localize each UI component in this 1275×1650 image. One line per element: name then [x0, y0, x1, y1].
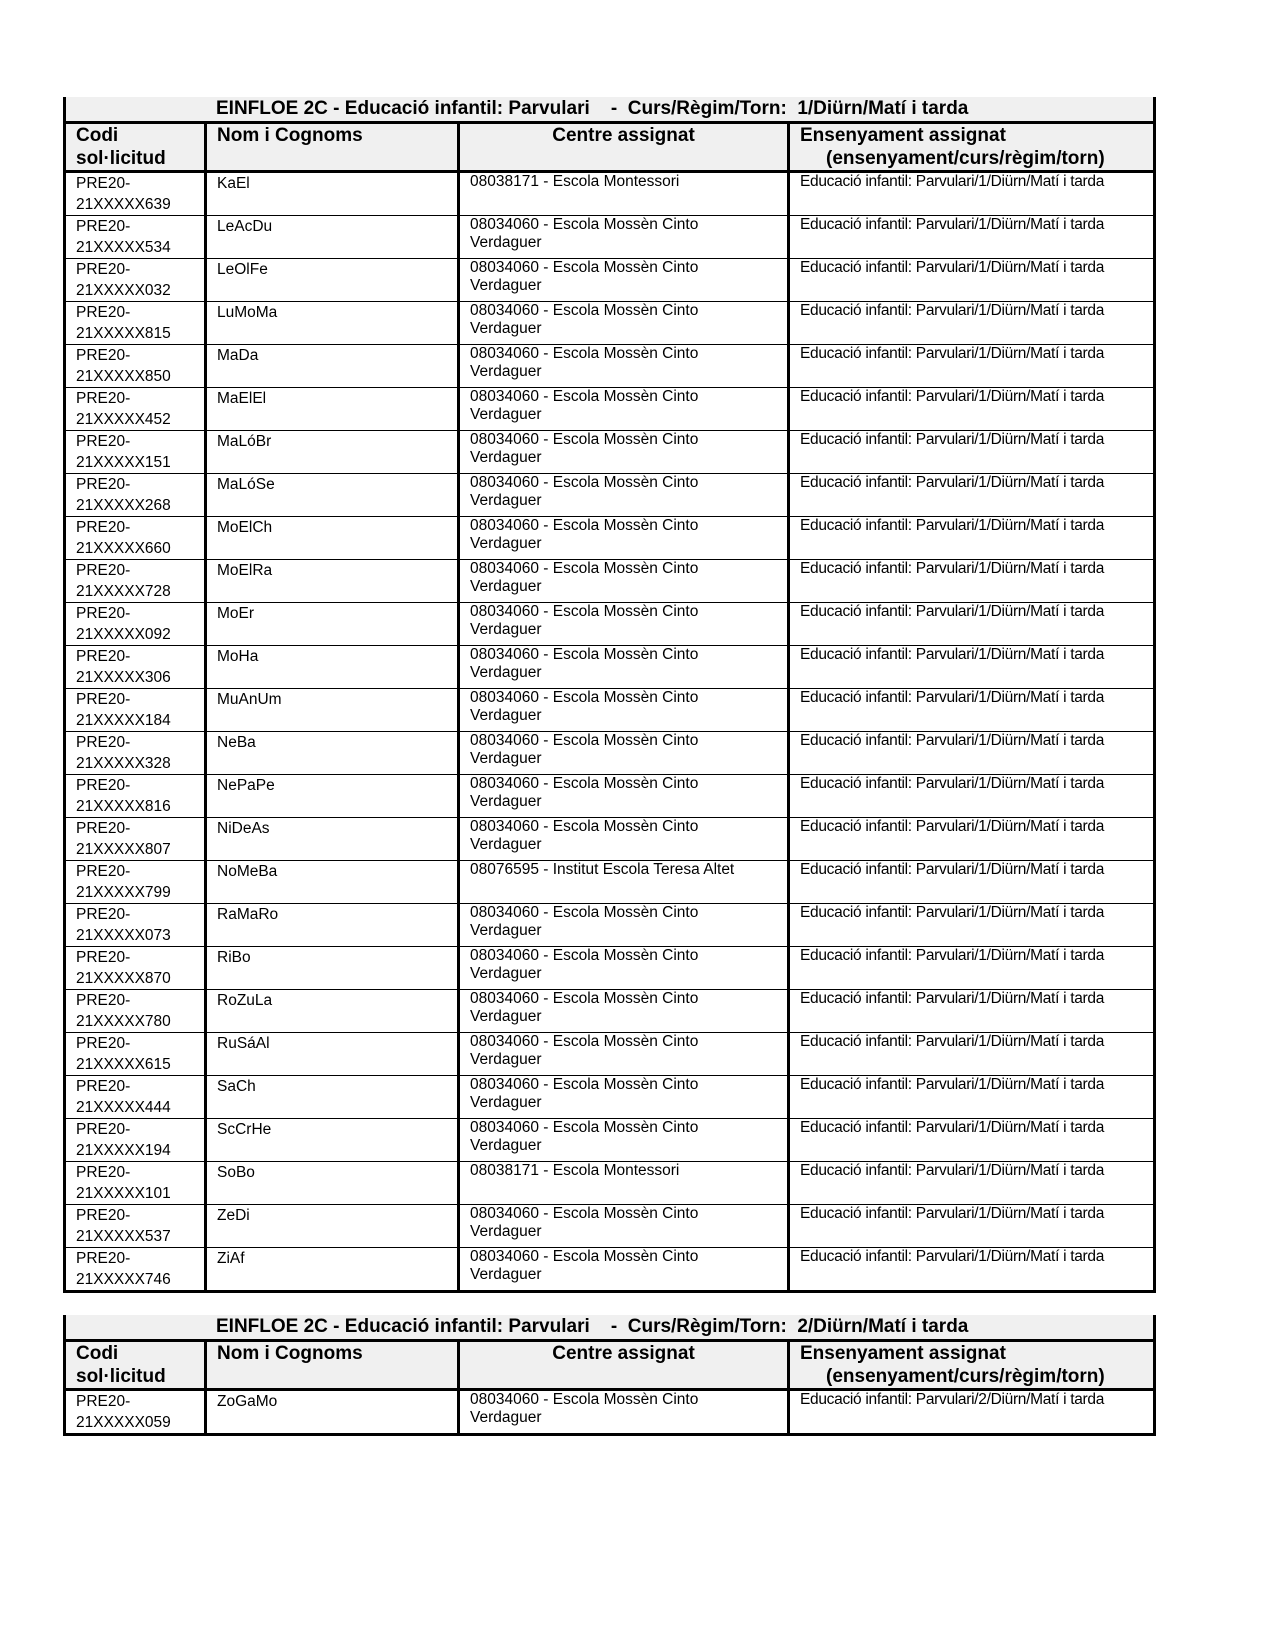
cell-nom: ZeDi [206, 1205, 459, 1248]
cell-nom: LeOlFe [206, 259, 459, 302]
cell-centre: 08038171 - Escola Montessori [459, 172, 789, 216]
cell-nom: MoElRa [206, 560, 459, 603]
cell-centre: 08034060 - Escola Mossèn Cinto Verdaguer [459, 990, 789, 1033]
cell-ensenyament: Educació infantil: Parvulari/1/Diürn/Matí i tarda [789, 302, 1155, 345]
cell-nom: MuAnUm [206, 689, 459, 732]
cell-codi: PRE20- 21XXXXX452 [65, 388, 206, 431]
table-row [65, 474, 1155, 517]
cell-ensenyament: Educació infantil: Parvulari/1/Diürn/Matí i tarda [789, 216, 1155, 259]
cell-codi: PRE20- 21XXXXX073 [65, 904, 206, 947]
table-row [65, 603, 1155, 646]
cell-nom: LeAcDu [206, 216, 459, 259]
cell-centre: 08034060 - Escola Mossèn Cinto Verdaguer [459, 1119, 789, 1162]
cell-nom: RiBo [206, 947, 459, 990]
cell-codi: PRE20- 21XXXXX815 [65, 302, 206, 345]
table-row [65, 1076, 1155, 1119]
cell-nom: NiDeAs [206, 818, 459, 861]
cell-nom: KaEl [206, 172, 459, 216]
cell-codi: PRE20- 21XXXXX151 [65, 431, 206, 474]
table-row [65, 431, 1155, 474]
cell-ensenyament: Educació infantil: Parvulari/2/Diürn/Matí i tarda [789, 1390, 1155, 1435]
cell-codi: PRE20- 21XXXXX534 [65, 216, 206, 259]
table-row [65, 1162, 1155, 1205]
header-ensenyament-line2: (ensenyament/curs/règim/torn) [826, 1366, 1105, 1387]
table-title: EINFLOE 2C - Educació infantil: Parvulari - Curs/Règim/Torn: 2/Diürn/Matí i tarda [65, 1315, 1155, 1341]
header-nom: Nom i Cognoms [206, 123, 459, 172]
document-page [63, 97, 1153, 1458]
table-row [65, 302, 1155, 345]
table-row [65, 1205, 1155, 1248]
cell-codi: PRE20- 21XXXXX537 [65, 1205, 206, 1248]
header-ensenyament [789, 123, 1155, 172]
cell-ensenyament: Educació infantil: Parvulari/1/Diürn/Matí i tarda [789, 560, 1155, 603]
cell-codi: PRE20- 21XXXXX746 [65, 1248, 206, 1292]
cell-centre: 08034060 - Escola Mossèn Cinto Verdaguer [459, 1205, 789, 1248]
cell-codi: PRE20- 21XXXXX184 [65, 689, 206, 732]
header-codi: Codi sol·licitud [65, 123, 206, 172]
cell-ensenyament: Educació infantil: Parvulari/1/Diürn/Matí i tarda [789, 1248, 1155, 1292]
table-row [65, 646, 1155, 689]
cell-nom: NoMeBa [206, 861, 459, 904]
cell-ensenyament: Educació infantil: Parvulari/1/Diürn/Matí i tarda [789, 861, 1155, 904]
cell-ensenyament: Educació infantil: Parvulari/1/Diürn/Matí i tarda [789, 1033, 1155, 1076]
table-title: EINFLOE 2C - Educació infantil: Parvulari - Curs/Règim/Torn: 1/Diürn/Matí i tarda [65, 97, 1155, 123]
cell-nom: SoBo [206, 1162, 459, 1205]
assignment-table [63, 97, 1156, 1293]
cell-codi: PRE20- 21XXXXX328 [65, 732, 206, 775]
table-header-row [65, 1341, 1155, 1390]
cell-nom: RuSáAl [206, 1033, 459, 1076]
cell-nom: MoHa [206, 646, 459, 689]
cell-centre: 08034060 - Escola Mossèn Cinto Verdaguer [459, 818, 789, 861]
cell-codi: PRE20- 21XXXXX059 [65, 1390, 206, 1435]
cell-centre: 08034060 - Escola Mossèn Cinto Verdaguer [459, 1076, 789, 1119]
cell-ensenyament: Educació infantil: Parvulari/1/Diürn/Matí i tarda [789, 1162, 1155, 1205]
cell-centre: 08034060 - Escola Mossèn Cinto Verdaguer [459, 646, 789, 689]
table-row [65, 1033, 1155, 1076]
cell-centre: 08034060 - Escola Mossèn Cinto Verdaguer [459, 474, 789, 517]
header-ensenyament [789, 1341, 1155, 1390]
cell-nom: MaLóBr [206, 431, 459, 474]
cell-centre: 08034060 - Escola Mossèn Cinto Verdaguer [459, 904, 789, 947]
header-codi: Codi sol·licitud [65, 1341, 206, 1390]
cell-centre: 08034060 - Escola Mossèn Cinto Verdaguer [459, 560, 789, 603]
cell-codi: PRE20- 21XXXXX444 [65, 1076, 206, 1119]
cell-centre: 08034060 - Escola Mossèn Cinto Verdaguer [459, 603, 789, 646]
cell-centre: 08034060 - Escola Mossèn Cinto Verdaguer [459, 259, 789, 302]
cell-ensenyament: Educació infantil: Parvulari/1/Diürn/Matí i tarda [789, 603, 1155, 646]
cell-ensenyament: Educació infantil: Parvulari/1/Diürn/Matí i tarda [789, 474, 1155, 517]
cell-nom: RoZuLa [206, 990, 459, 1033]
cell-ensenyament: Educació infantil: Parvulari/1/Diürn/Matí i tarda [789, 990, 1155, 1033]
cell-centre: 08034060 - Escola Mossèn Cinto Verdaguer [459, 732, 789, 775]
cell-nom: NePaPe [206, 775, 459, 818]
table-header-row [65, 123, 1155, 172]
cell-ensenyament: Educació infantil: Parvulari/1/Diürn/Matí i tarda [789, 775, 1155, 818]
table-row [65, 1119, 1155, 1162]
table-row [65, 904, 1155, 947]
cell-ensenyament: Educació infantil: Parvulari/1/Diürn/Matí i tarda [789, 1119, 1155, 1162]
cell-ensenyament: Educació infantil: Parvulari/1/Diürn/Matí i tarda [789, 517, 1155, 560]
cell-nom: MaDa [206, 345, 459, 388]
table-row [65, 732, 1155, 775]
cell-ensenyament: Educació infantil: Parvulari/1/Diürn/Matí i tarda [789, 259, 1155, 302]
cell-centre: 08034060 - Escola Mossèn Cinto Verdaguer [459, 775, 789, 818]
header-centre: Centre assignat [459, 123, 789, 172]
cell-codi: PRE20- 21XXXXX660 [65, 517, 206, 560]
cell-codi: PRE20- 21XXXXX870 [65, 947, 206, 990]
table-row [65, 1248, 1155, 1292]
cell-centre: 08034060 - Escola Mossèn Cinto Verdaguer [459, 431, 789, 474]
table-row [65, 861, 1155, 904]
table-row [65, 1390, 1155, 1435]
cell-centre: 08034060 - Escola Mossèn Cinto Verdaguer [459, 517, 789, 560]
table-row [65, 517, 1155, 560]
cell-centre: 08038171 - Escola Montessori [459, 1162, 789, 1205]
header-centre: Centre assignat [459, 1341, 789, 1390]
table-title-row [65, 1315, 1155, 1341]
cell-codi: PRE20- 21XXXXX092 [65, 603, 206, 646]
cell-ensenyament: Educació infantil: Parvulari/1/Diürn/Matí i tarda [789, 431, 1155, 474]
cell-codi: PRE20- 21XXXXX194 [65, 1119, 206, 1162]
header-ensenyament-line2: (ensenyament/curs/règim/torn) [826, 148, 1105, 169]
cell-codi: PRE20- 21XXXXX639 [65, 172, 206, 216]
cell-codi: PRE20- 21XXXXX807 [65, 818, 206, 861]
table-row [65, 259, 1155, 302]
cell-centre: 08034060 - Escola Mossèn Cinto Verdaguer [459, 388, 789, 431]
cell-nom: MoEr [206, 603, 459, 646]
cell-codi: PRE20- 21XXXXX780 [65, 990, 206, 1033]
cell-nom: ZoGaMo [206, 1390, 459, 1435]
cell-centre: 08034060 - Escola Mossèn Cinto Verdaguer [459, 302, 789, 345]
table-row [65, 775, 1155, 818]
table-row [65, 689, 1155, 732]
cell-centre: 08034060 - Escola Mossèn Cinto Verdaguer [459, 1033, 789, 1076]
cell-nom: SaCh [206, 1076, 459, 1119]
cell-centre: 08034060 - Escola Mossèn Cinto Verdaguer [459, 689, 789, 732]
cell-nom: MaLóSe [206, 474, 459, 517]
header-ensenyament-line1: Ensenyament assignat [800, 125, 1006, 146]
cell-codi: PRE20- 21XXXXX032 [65, 259, 206, 302]
header-nom: Nom i Cognoms [206, 1341, 459, 1390]
cell-ensenyament: Educació infantil: Parvulari/1/Diürn/Matí i tarda [789, 1076, 1155, 1119]
cell-codi: PRE20- 21XXXXX816 [65, 775, 206, 818]
cell-ensenyament: Educació infantil: Parvulari/1/Diürn/Matí i tarda [789, 172, 1155, 216]
cell-codi: PRE20- 21XXXXX728 [65, 560, 206, 603]
table-row [65, 560, 1155, 603]
header-ensenyament-line1: Ensenyament assignat [800, 1343, 1006, 1364]
cell-centre: 08034060 - Escola Mossèn Cinto Verdaguer [459, 1248, 789, 1292]
table-row [65, 947, 1155, 990]
table-row [65, 388, 1155, 431]
table-row [65, 216, 1155, 259]
cell-centre: 08034060 - Escola Mossèn Cinto Verdaguer [459, 345, 789, 388]
cell-centre: 08034060 - Escola Mossèn Cinto Verdaguer [459, 216, 789, 259]
cell-ensenyament: Educació infantil: Parvulari/1/Diürn/Matí i tarda [789, 689, 1155, 732]
cell-ensenyament: Educació infantil: Parvulari/1/Diürn/Matí i tarda [789, 388, 1155, 431]
table-row [65, 345, 1155, 388]
cell-nom: MoElCh [206, 517, 459, 560]
cell-nom: ZiAf [206, 1248, 459, 1292]
cell-ensenyament: Educació infantil: Parvulari/1/Diürn/Matí i tarda [789, 904, 1155, 947]
cell-ensenyament: Educació infantil: Parvulari/1/Diürn/Matí i tarda [789, 818, 1155, 861]
cell-centre: 08076595 - Institut Escola Teresa Altet [459, 861, 789, 904]
cell-centre: 08034060 - Escola Mossèn Cinto Verdaguer [459, 947, 789, 990]
cell-codi: PRE20- 21XXXXX306 [65, 646, 206, 689]
cell-codi: PRE20- 21XXXXX101 [65, 1162, 206, 1205]
table-row [65, 172, 1155, 216]
cell-ensenyament: Educació infantil: Parvulari/1/Diürn/Matí i tarda [789, 732, 1155, 775]
cell-nom: MaElEl [206, 388, 459, 431]
table-row [65, 990, 1155, 1033]
table-row [65, 818, 1155, 861]
table-title-row [65, 97, 1155, 123]
cell-ensenyament: Educació infantil: Parvulari/1/Diürn/Matí i tarda [789, 1205, 1155, 1248]
cell-ensenyament: Educació infantil: Parvulari/1/Diürn/Matí i tarda [789, 947, 1155, 990]
cell-codi: PRE20- 21XXXXX799 [65, 861, 206, 904]
cell-ensenyament: Educació infantil: Parvulari/1/Diürn/Matí i tarda [789, 646, 1155, 689]
cell-nom: LuMoMa [206, 302, 459, 345]
cell-codi: PRE20- 21XXXXX268 [65, 474, 206, 517]
cell-codi: PRE20- 21XXXXX615 [65, 1033, 206, 1076]
cell-nom: NeBa [206, 732, 459, 775]
cell-codi: PRE20- 21XXXXX850 [65, 345, 206, 388]
assignment-table [63, 1315, 1156, 1436]
cell-ensenyament: Educació infantil: Parvulari/1/Diürn/Matí i tarda [789, 345, 1155, 388]
cell-nom: RaMaRo [206, 904, 459, 947]
cell-nom: ScCrHe [206, 1119, 459, 1162]
cell-centre: 08034060 - Escola Mossèn Cinto Verdaguer [459, 1390, 789, 1435]
